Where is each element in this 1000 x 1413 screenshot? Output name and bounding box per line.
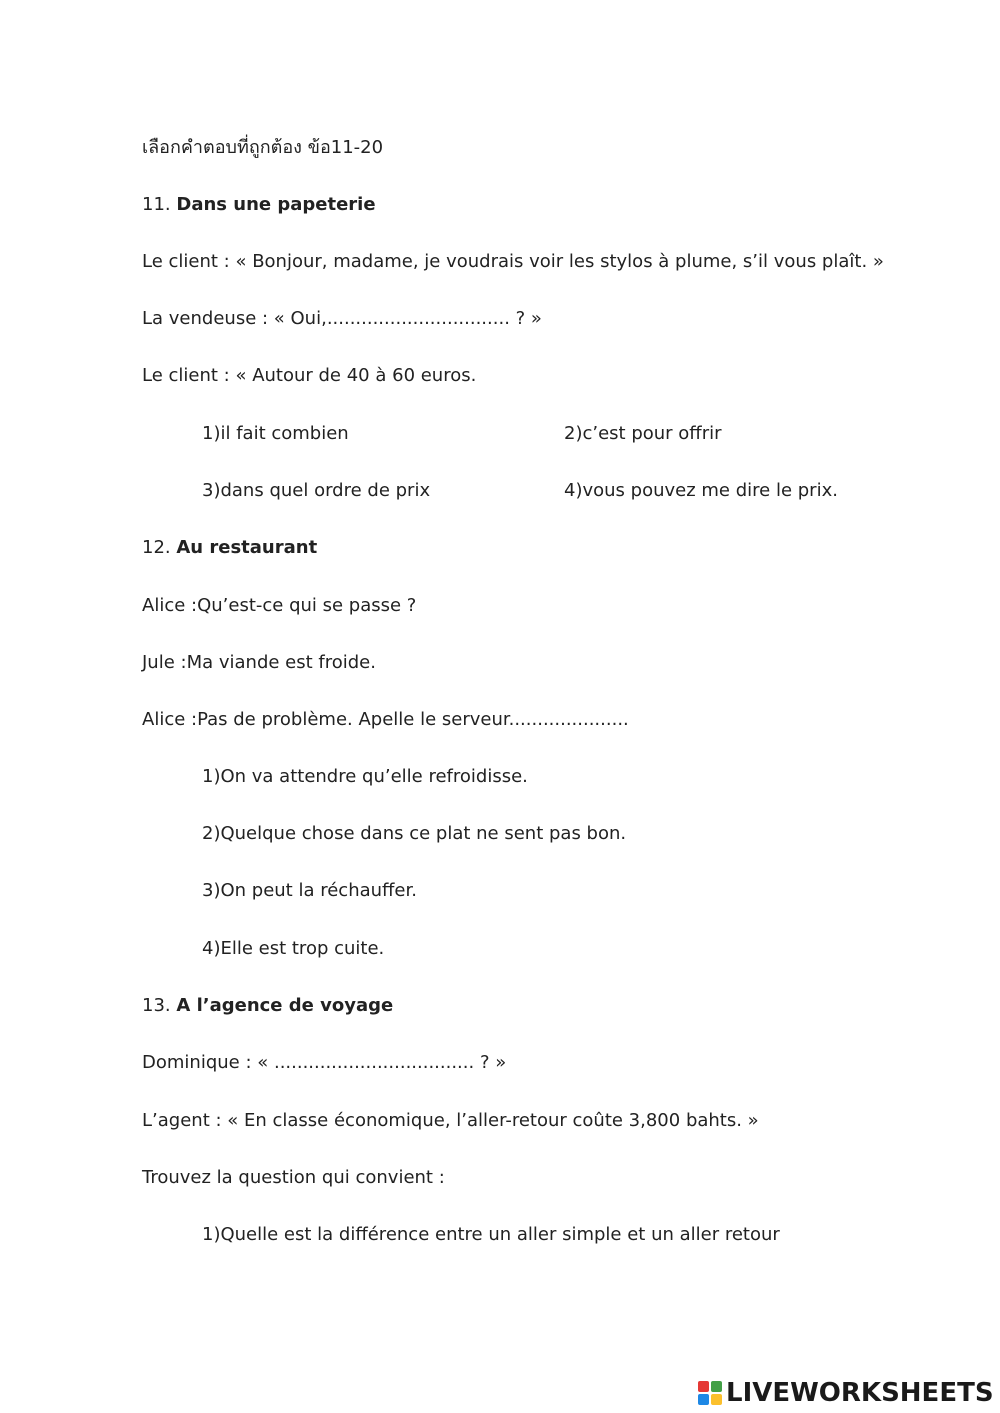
q13-instruction: Trouvez la question qui convient : — [142, 1167, 445, 1188]
question-12-heading — [142, 536, 317, 560]
question-13-number: 13. — [142, 995, 171, 1016]
q11-dialogue-line: Le client : « Autour de 40 à 60 euros. — [142, 365, 477, 386]
q12-dialogue-line: Jule :Ma viande est froide. — [142, 652, 376, 673]
question-11-number: 11. — [142, 194, 171, 215]
question-12-title: Au restaurant — [176, 537, 318, 558]
question-13-heading — [142, 994, 393, 1018]
q11-dialogue-line: Le client : « Bonjour, madame, je voudrais voir les stylos à plume, s’il vous plaît. » — [142, 251, 884, 272]
q12-dialogue-line: Alice :Pas de problème. Apelle le serveur..................... — [142, 709, 629, 730]
q13-dialogue-line: L’agent : « En classe économique, l’aller-retour coûte 3,800 bahts. » — [142, 1110, 759, 1131]
liveworksheets-watermark — [698, 1378, 994, 1408]
q12-option-4[interactable]: 4)Elle est trop cuite. — [202, 938, 385, 959]
instruction-header: เลือกคำตอบที่ถูกต้อง ข้อ11-20 — [142, 137, 384, 158]
q11-option-3[interactable]: 3)dans quel ordre de prix — [202, 480, 431, 501]
q13-dialogue-line: Dominique : « ................................... ? » — [142, 1052, 507, 1073]
q12-option-3[interactable]: 3)On peut la réchauffer. — [202, 880, 417, 901]
liveworksheets-logo-icon — [698, 1381, 722, 1405]
watermark-text: LIVEWORKSHEETS — [726, 1378, 994, 1408]
q12-option-2[interactable]: 2)Quelque chose dans ce plat ne sent pas bon. — [202, 823, 627, 844]
q12-dialogue-line: Alice :Qu’est-ce qui se passe ? — [142, 595, 417, 616]
q13-option-1[interactable]: 1)Quelle est la différence entre un aller simple et un aller retour — [202, 1224, 780, 1245]
question-13-title: A l’agence de voyage — [176, 995, 394, 1016]
q11-option-2[interactable]: 2)c’est pour offrir — [564, 423, 722, 444]
q11-option-4[interactable]: 4)vous pouvez me dire le prix. — [564, 480, 838, 501]
q12-option-1[interactable]: 1)On va attendre qu’elle refroidisse. — [202, 766, 528, 787]
question-11-title: Dans une papeterie — [176, 194, 376, 215]
q11-dialogue-line: La vendeuse : « Oui,................................ ? » — [142, 308, 542, 329]
question-12-number: 12. — [142, 537, 171, 558]
q11-option-1[interactable]: 1)il fait combien — [202, 423, 349, 444]
question-11-heading — [142, 193, 376, 217]
